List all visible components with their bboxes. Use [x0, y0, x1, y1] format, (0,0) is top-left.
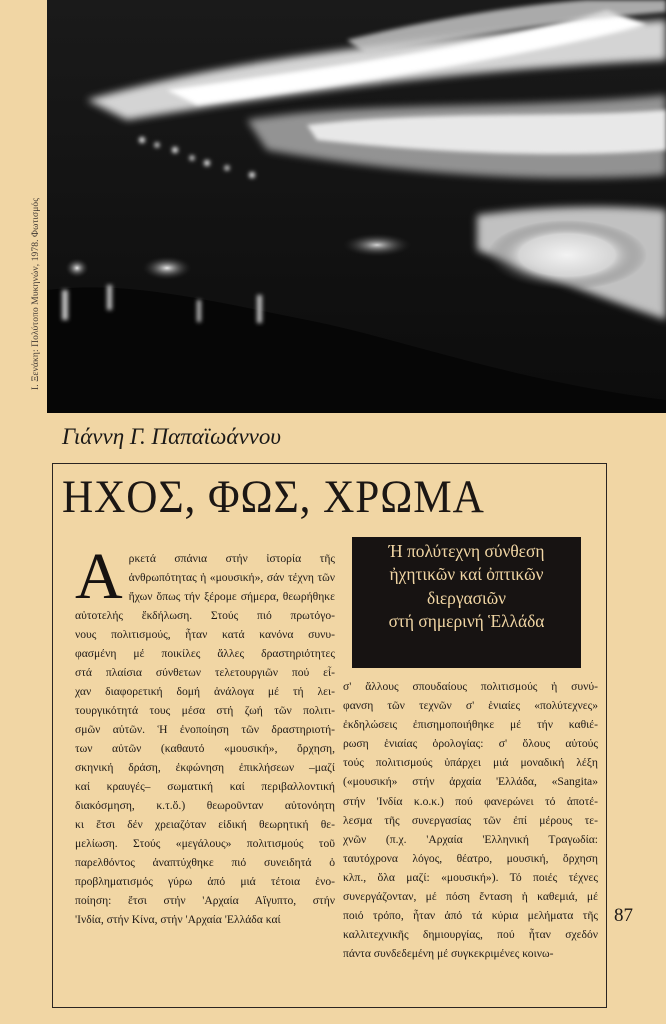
subtitle-line: ἠχητικῶν καί ὀπτικῶν [389, 564, 544, 585]
text-line: συνεργάζονταν, μέ πόση ἔνταση ἡ καθεμιά, μέ [343, 890, 598, 904]
text-line: καί κραυγές– σωματική καί περιβαλλοντική [75, 780, 335, 793]
text-line: στά πλαίσια σύνθετων τελετουργιῶν πού εἶ- [75, 666, 335, 679]
text-line: σ' ἄλλους σπουδαίους πολιτισμούς ἡ συνύ- [343, 680, 598, 693]
subtitle-line: στή σημερινή Ἑλλάδα [388, 610, 545, 631]
page-number: 87 [614, 905, 633, 926]
text-line: κι ἔτσι δέν χρειαζόταν εἰδική θεωρητική θε- [75, 818, 335, 831]
text-line: διακόσμηση, κ.τ.ὅ.) θεωροῦνταν αὐτονόητη [75, 799, 335, 812]
text-line: ταυτόχρονα λόγος, θέατρο, μουσική, ὄρχηση [343, 851, 598, 865]
article-title: ΗΧΟΣ, ΦΩΣ, ΧΡΩΜΑ [62, 471, 485, 523]
text-line: φασμένη μέ ποικίλες ἄλλες δραστηριότητες [75, 647, 335, 660]
text-line: νους πολιτισμούς, ἦταν κατά κανόνα συνυ- [75, 628, 335, 641]
text-line: χαν διαφορετική δομή ἀνάλογα μέ τή λει- [75, 685, 335, 698]
text-line: των αὐτῶν (καθαυτό «μουσική», ὄρχηση, [75, 742, 335, 755]
subtitle-line: Ή πολύτεχνη σύνθεση [388, 541, 545, 561]
text-line: λεσμα τῆς συνεργασίας τῶν ἐπί μέρους τε- [343, 813, 598, 827]
text-line: αὐτοτελής ἔκδήλωση. Στούς πιό πρωτόγο- [75, 609, 335, 622]
text-line: στήν 'Ινδία κ.ο.κ.) πού φανερώνει τό ἀποτέ- [343, 794, 598, 808]
right-column-lines [343, 677, 598, 963]
left-column-lines [75, 540, 335, 929]
text-line: ρκετά σπάνια στήν ἱστορία τῆς [128, 552, 335, 565]
text-line: κλπ., ὅλα μαζί: «μουσική»). Τό ποιές τέχνες [343, 870, 598, 884]
subtitle-line: διεργασιῶν [426, 587, 506, 608]
text-line: τούς πολιτισμούς ὑπάρχει μιά μοναδική λέξη [343, 756, 598, 770]
text-line: φανση τῶν τεχνῶν σ' ἑνιαίες «πολύτεχνες» [343, 699, 598, 713]
article-photo [47, 0, 666, 413]
text-line: παρελθόντος ἀναπτύχθηκε πιό συνειδητά ὁ [75, 856, 335, 869]
text-line: καλλιτεχνικῆς δημιουργίας, πού ἦταν σχεδόν [343, 928, 598, 942]
text-line: ἤχων ὅπως τήν ξέρομε σήμερα, θεωρήθηκε [128, 590, 335, 603]
text-line: προβληματισμός γύρω ἀπό μιά τέτοια ἑνο- [75, 875, 335, 888]
article-author: Γιάννη Γ. Παπαϊωάννου [62, 424, 281, 449]
text-line: μελίωση. Στούς «μεγάλους» πολιτισμούς τοῦ [75, 837, 335, 850]
text-line: τουργικότητά τους μέσα στή ζωή τῶν πολιτι- [75, 704, 335, 717]
text-line: πάντα συνδεδεμένη μέ συγκεκριμένες κοινω- [343, 947, 554, 961]
subtitle-box [352, 537, 581, 668]
text-line: ἐκδηλώσεις ἐπισημοποιήθηκε μέ τήν καθιέ- [343, 718, 598, 732]
text-line: σκηνική δράση, ἐκφώνηση ἐπικλήσεων –μαζί [75, 761, 335, 774]
text-line: χνῶν (π.χ. 'Αρχαία 'Ελληνική Τραγωδία: [343, 832, 598, 846]
text-line: 'Ινδία, στήν Κίνα, στήν 'Αρχαία 'Ελλάδα καί [75, 913, 281, 926]
drop-cap: Α [75, 540, 123, 613]
article-left-column [75, 540, 335, 929]
text-line: σμῶν αὐτῶν. Ἡ ἐνοποίηση τῶν δραστηριοτή- [75, 723, 335, 736]
text-line: ποιό τρόπο, ἦταν ἀπό τά κύρια μελήματα τῆς [343, 909, 598, 923]
article-right-column [343, 677, 598, 963]
text-line: («μουσική» στήν ἀρχαία 'Ελλάδα, «Sangita» [343, 775, 598, 789]
text-line: ρωση ἑνιαίας ὁρολογίας: σ' ὅλους αὐτούς [343, 737, 598, 751]
text-line: ποίηση: ἔτσι στήν 'Αρχαία Αἴγυπτο, στήν [75, 894, 335, 907]
night-lights-photo [47, 0, 666, 413]
photo-caption: Ι. Ξενάκη: Πολύτοπο Μυκηνών, 1978. Φωτισμός [31, 197, 41, 390]
text-line: ἀνθρωπότητας ἡ «μουσική», σάν τέχνη τῶν [128, 571, 335, 584]
